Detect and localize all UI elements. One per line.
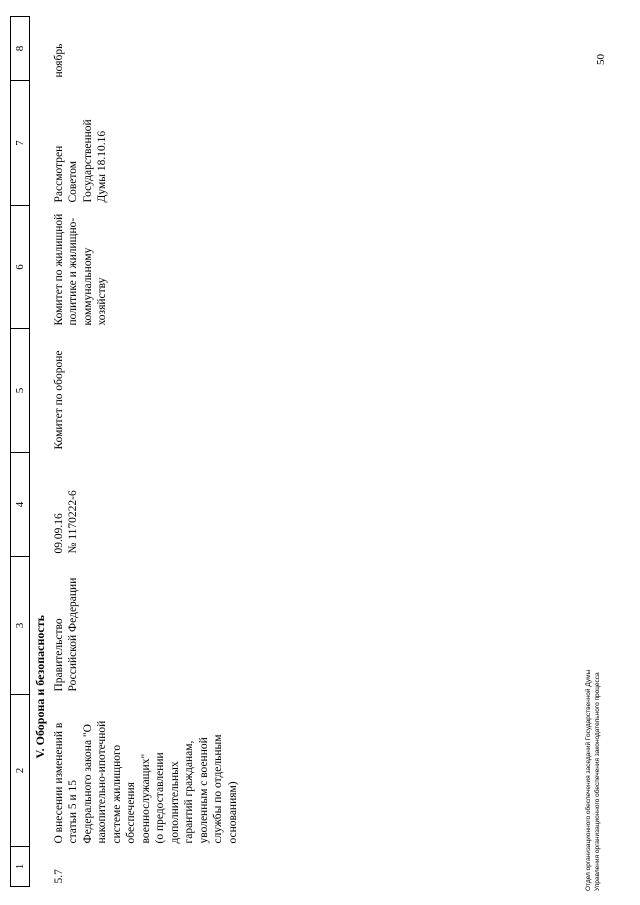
bill-title <box>50 695 241 847</box>
bill-title-line: службы по отдельным <box>212 734 224 844</box>
bill-title-line: обеспечения <box>125 782 137 844</box>
section-title: V. Оборона и безопасность <box>33 615 47 759</box>
registration-info <box>50 453 241 557</box>
status-line: Рассмотрен <box>52 145 65 203</box>
column-number: 2 <box>11 695 30 847</box>
bill-title-line: О внесении изменений в <box>52 722 65 844</box>
bill-number: № 1170222-6 <box>67 490 79 554</box>
section-row <box>30 17 50 887</box>
bill-title-line: уволенным с военной <box>197 737 210 844</box>
bill-title-line: военнослужащих" <box>139 753 152 844</box>
bill-title-line: системе жилищного <box>110 744 123 844</box>
registration-date: 09.09.16 <box>52 513 65 554</box>
column-number: 4 <box>11 453 30 557</box>
bill-title-line: накопительно-ипотечной <box>96 720 108 844</box>
status-line: Думы 18.10.16 <box>96 130 108 203</box>
footer-directorate: Управления организационного обеспечения законодательного процесса <box>593 672 601 891</box>
column-number: 8 <box>11 17 30 81</box>
bill-initiator <box>50 557 241 695</box>
status-line: Государственной <box>81 119 94 203</box>
co-committee-line: хозяйству <box>96 277 108 326</box>
initiator-line: Российской Федерации <box>67 577 79 692</box>
column-number: 6 <box>11 206 30 329</box>
bill-title-line: гарантий гражданам, <box>183 740 195 844</box>
page-number: 50 <box>595 54 607 65</box>
co-committee-line: коммунальному <box>81 247 94 326</box>
bill-title-line: статьи 5 и 15 <box>67 779 79 844</box>
bill-title-line: Федерального закона "О <box>81 724 94 844</box>
initiator-line: Правительство <box>52 618 65 692</box>
column-number: 5 <box>11 329 30 453</box>
item-number: 5.7 <box>52 869 65 884</box>
bill-title-line: дополнительных <box>168 761 181 844</box>
footer-department: Отдел организационного обеспечения заседаний Государственной Думы <box>585 669 592 891</box>
legislation-table <box>10 16 240 887</box>
column-number: 1 <box>11 847 30 887</box>
bill-title-line: (о предоставлении <box>154 752 166 844</box>
column-number: 3 <box>11 557 30 695</box>
responsible-committee: Комитет по обороне <box>52 350 65 450</box>
column-number: 7 <box>11 81 30 206</box>
co-committee-line: политике и жилищно- <box>67 217 79 326</box>
bill-title-line: основаниям) <box>226 781 239 844</box>
co-committee-line: Комитет по жилищной <box>52 213 65 326</box>
bill-status <box>50 81 241 206</box>
status-line: Советом <box>67 160 79 203</box>
column-number-row <box>11 17 30 887</box>
review-period: ноябрь <box>52 43 65 78</box>
page-footer <box>585 670 602 891</box>
co-executor-committee <box>50 206 241 329</box>
table-row <box>50 17 241 887</box>
